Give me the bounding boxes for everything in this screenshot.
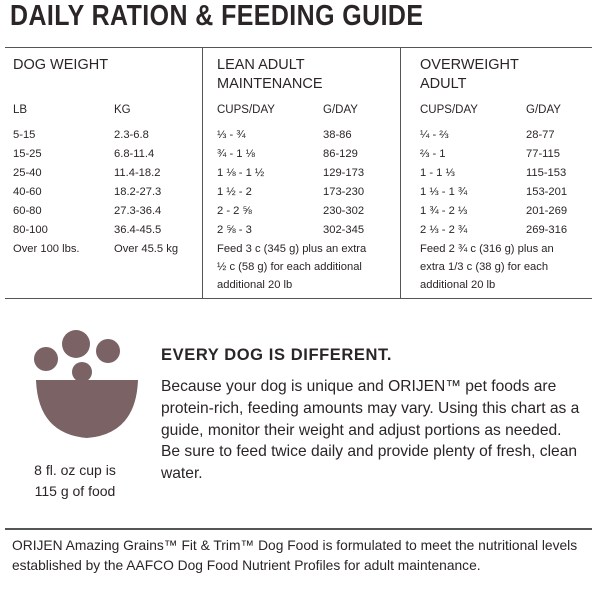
- table-cell: 1 ¾ - 2 ⅓: [420, 205, 468, 217]
- cup-caption: 8 fl. oz cup is 115 g of food: [34, 462, 116, 499]
- table-cell: ¼ - ⅔: [420, 129, 449, 141]
- table-cell: 6.8-11.4: [114, 148, 155, 160]
- table-cell: 1 ⅛ - 1 ½: [217, 167, 265, 179]
- table-cell: 201-269: [526, 205, 568, 217]
- table-cell: Over 45.5 kg: [114, 243, 179, 255]
- table-cell: ⅔ - 1: [420, 148, 446, 160]
- lean-overflow-note: Feed 3 c (345 g) plus an extra ½ c (58 g) for each additional additional 20 lb: [217, 243, 367, 291]
- table-cell: 1 - 1 ⅓: [420, 167, 455, 179]
- table-cell: 2.3-6.8: [114, 129, 149, 141]
- lean-g-column: [323, 126, 364, 240]
- table-cell: ¾ - 1 ⅛: [217, 148, 255, 160]
- lean-cups-column: [217, 126, 264, 240]
- table-cell: 302-345: [323, 224, 365, 236]
- lean-g-subheader: G/DAY: [323, 104, 358, 116]
- table-cell: 86-129: [323, 148, 358, 160]
- table-cell: 153-201: [526, 186, 568, 198]
- feeding-table: [5, 47, 592, 299]
- lean-header-line1: LEAN ADULT: [217, 57, 305, 73]
- table-cell: 80-100: [13, 224, 48, 236]
- table-cell: 1 ⅓ - 1 ¾: [420, 186, 468, 198]
- table-cell: 36.4-45.5: [114, 224, 162, 236]
- lean-header-line2: MAINTENANCE: [217, 76, 323, 92]
- over-g-column: [526, 126, 567, 240]
- table-cell: 2 - 2 ⅝: [217, 205, 252, 217]
- table-cell: 129-173: [323, 167, 365, 179]
- table-cell: 28-77: [526, 129, 555, 141]
- table-cell: ⅓ - ¾: [217, 129, 246, 141]
- lb-column: [13, 126, 80, 259]
- column-divider: [400, 48, 401, 298]
- table-cell: 115-153: [526, 167, 567, 179]
- overweight-header-line2: ADULT: [420, 76, 467, 92]
- overweight-header-line1: OVERWEIGHT: [420, 57, 519, 73]
- table-cell: 2 ⅓ - 2 ¾: [420, 224, 468, 236]
- table-cell: 11.4-18.2: [114, 167, 161, 179]
- table-cell: 15-25: [13, 148, 42, 160]
- table-cell: 27.3-36.4: [114, 205, 162, 217]
- over-g-subheader: G/DAY: [526, 104, 561, 116]
- table-cell: 18.2-27.3: [114, 186, 162, 198]
- table-cell: 1 ½ - 2: [217, 186, 252, 198]
- table-cell: 77-115: [526, 148, 561, 160]
- every-dog-body: Because your dog is unique and ORIJEN™ pet foods are protein-rich, feeding amounts may vary. Using this chart as a guide, monitor their weight and adjust portions as needed. Be sure to feed twice daily and provide plenty of fresh, clean water.: [161, 378, 580, 483]
- column-divider: [202, 48, 203, 298]
- over-cups-subheader: CUPS/DAY: [420, 104, 478, 116]
- table-cell: 38-86: [323, 129, 352, 141]
- table-cell: 60-80: [13, 205, 42, 217]
- overweight-overflow-note: Feed 2 ¾ c (316 g) plus an extra 1/3 c (38 g) for each additional 20 lb: [420, 243, 554, 291]
- dog-weight-header: DOG WEIGHT: [13, 57, 109, 73]
- over-cups-column: [420, 126, 467, 240]
- lb-subheader: LB: [13, 104, 28, 116]
- table-cell: Over 100 lbs.: [13, 243, 80, 255]
- bowl-icon: [28, 322, 146, 440]
- page-title: DAILY RATION & FEEDING GUIDE: [10, 0, 424, 32]
- divider: [5, 528, 592, 530]
- table-cell: 5-15: [13, 129, 36, 141]
- table-cell: 2 ⅝ - 3: [217, 224, 252, 236]
- aafco-statement: ORIJEN Amazing Grains™ Fit & Trim™ Dog Food is formulated to meet the nutritional levels established by the AAFCO Dog Food Nutrient Profiles for adult maintenance.: [12, 538, 578, 573]
- table-cell: 173-230: [323, 186, 365, 198]
- kg-subheader: KG: [114, 104, 131, 116]
- table-cell: 40-60: [13, 186, 42, 198]
- table-cell: 269-316: [526, 224, 568, 236]
- table-cell: 230-302: [323, 205, 365, 217]
- every-dog-heading: EVERY DOG IS DIFFERENT.: [161, 346, 393, 364]
- table-cell: 25-40: [13, 167, 42, 179]
- kg-column: [114, 126, 178, 259]
- lean-cups-subheader: CUPS/DAY: [217, 104, 275, 116]
